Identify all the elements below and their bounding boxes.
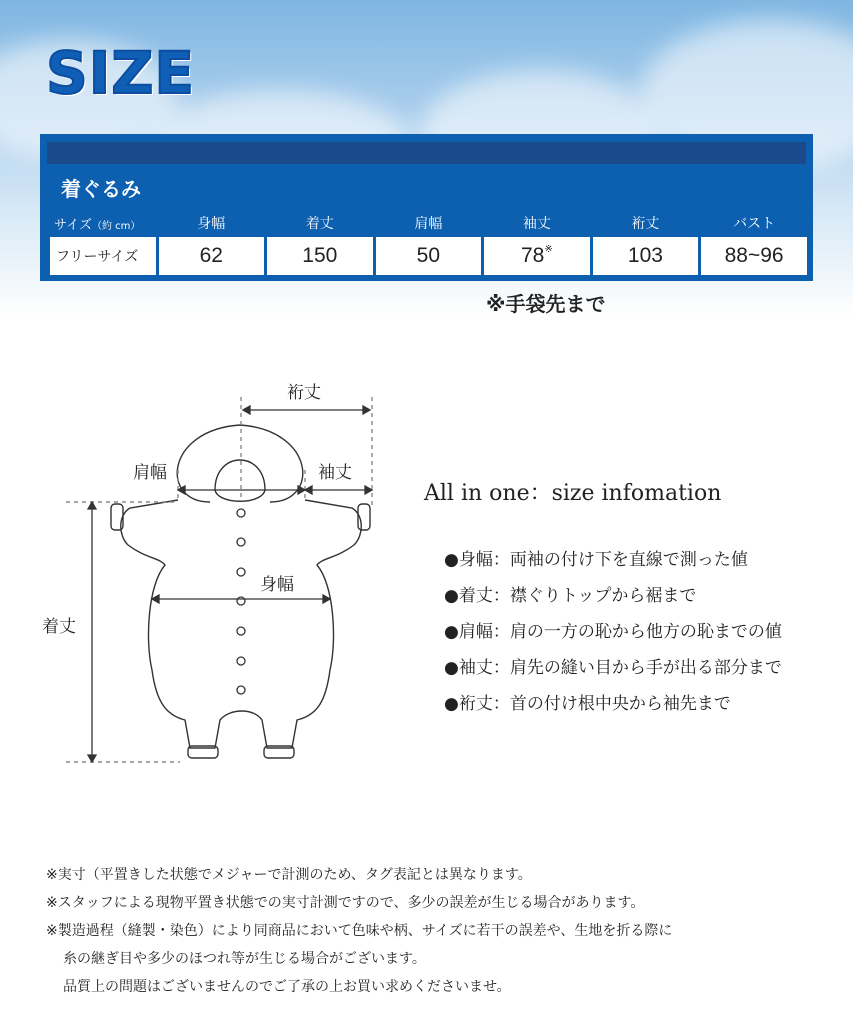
list-item: ●肩幅：肩の一方の恥から他方の恥までの値 — [444, 622, 782, 642]
note-line: 糸の継ぎ目や多少のほつれ等が生じる場合がございます。 — [63, 951, 426, 967]
sleeve-note-mark: ※ — [544, 244, 553, 255]
garment-diagram — [0, 370, 420, 790]
list-item: ●袖丈：肩先の縫い目から手が出る部分まで — [444, 658, 782, 678]
list-item: ●裄丈：首の付け根中央から袖先まで — [444, 694, 731, 714]
measurement-definition-list — [444, 545, 782, 725]
cell-mihaba: 62 — [159, 237, 265, 275]
cell-size: フリーサイズ — [50, 237, 156, 275]
bodysuit-outline — [121, 500, 362, 748]
column-header-kitake: 着丈 — [267, 209, 373, 237]
table-header-stripe — [47, 142, 806, 164]
note-line: ※スタッフによる現物平置き状態での実寸計測ですので、多少の誤差が生じる場合があります。 — [46, 895, 645, 911]
column-header-yuki: 裄丈 — [593, 209, 699, 237]
label-sodetake: 袖丈 — [318, 463, 352, 483]
note-line: ※製造過程（縫製・染色）により同商品において色味や柄、サイズに若干の誤差や、生地を折る際に — [46, 923, 673, 939]
table-row — [50, 237, 807, 275]
size-logo: SIZE — [46, 39, 196, 107]
table-header-row — [50, 209, 807, 237]
column-header-sodetake: 袖丈 — [484, 209, 590, 237]
cell-sodetake: 78※ — [484, 237, 590, 275]
column-header-size: サイズ（約 cm） — [50, 209, 156, 237]
label-kitake: 着丈 — [42, 617, 76, 637]
info-heading: All in one：size infomation — [424, 481, 722, 506]
size-table — [47, 209, 810, 275]
column-header-katahaba: 肩幅 — [376, 209, 482, 237]
cell-bust: 88~96 — [701, 237, 807, 275]
label-yuki: 裄丈 — [287, 383, 321, 403]
label-katahaba: 肩幅 — [133, 463, 167, 483]
label-mihaba: 身幅 — [260, 575, 294, 595]
column-header-mihaba: 身幅 — [159, 209, 265, 237]
cell-katahaba: 50 — [376, 237, 482, 275]
list-item: ●身幅：両袖の付け下を直線で測った値 — [444, 550, 748, 570]
disclaimer-notes — [46, 864, 672, 1004]
buttons — [237, 509, 245, 694]
face-opening — [215, 460, 265, 501]
cell-kitake: 150 — [267, 237, 373, 275]
size-table-panel — [40, 134, 813, 281]
table-title: 着ぐるみ — [61, 177, 141, 201]
cell-yuki: 103 — [593, 237, 699, 275]
column-header-bust: バスト — [701, 209, 807, 237]
note-line: 品質上の問題はございませんのでご了承の上お買い求めくださいませ。 — [63, 979, 511, 995]
glove-note: ※手袋先まで — [486, 292, 606, 316]
list-item: ●着丈：襟ぐりトップから裾まで — [444, 586, 697, 606]
note-line: ※実寸（平置きした状態でメジャーで計測のため、タグ表記とは異なります。 — [46, 867, 532, 883]
